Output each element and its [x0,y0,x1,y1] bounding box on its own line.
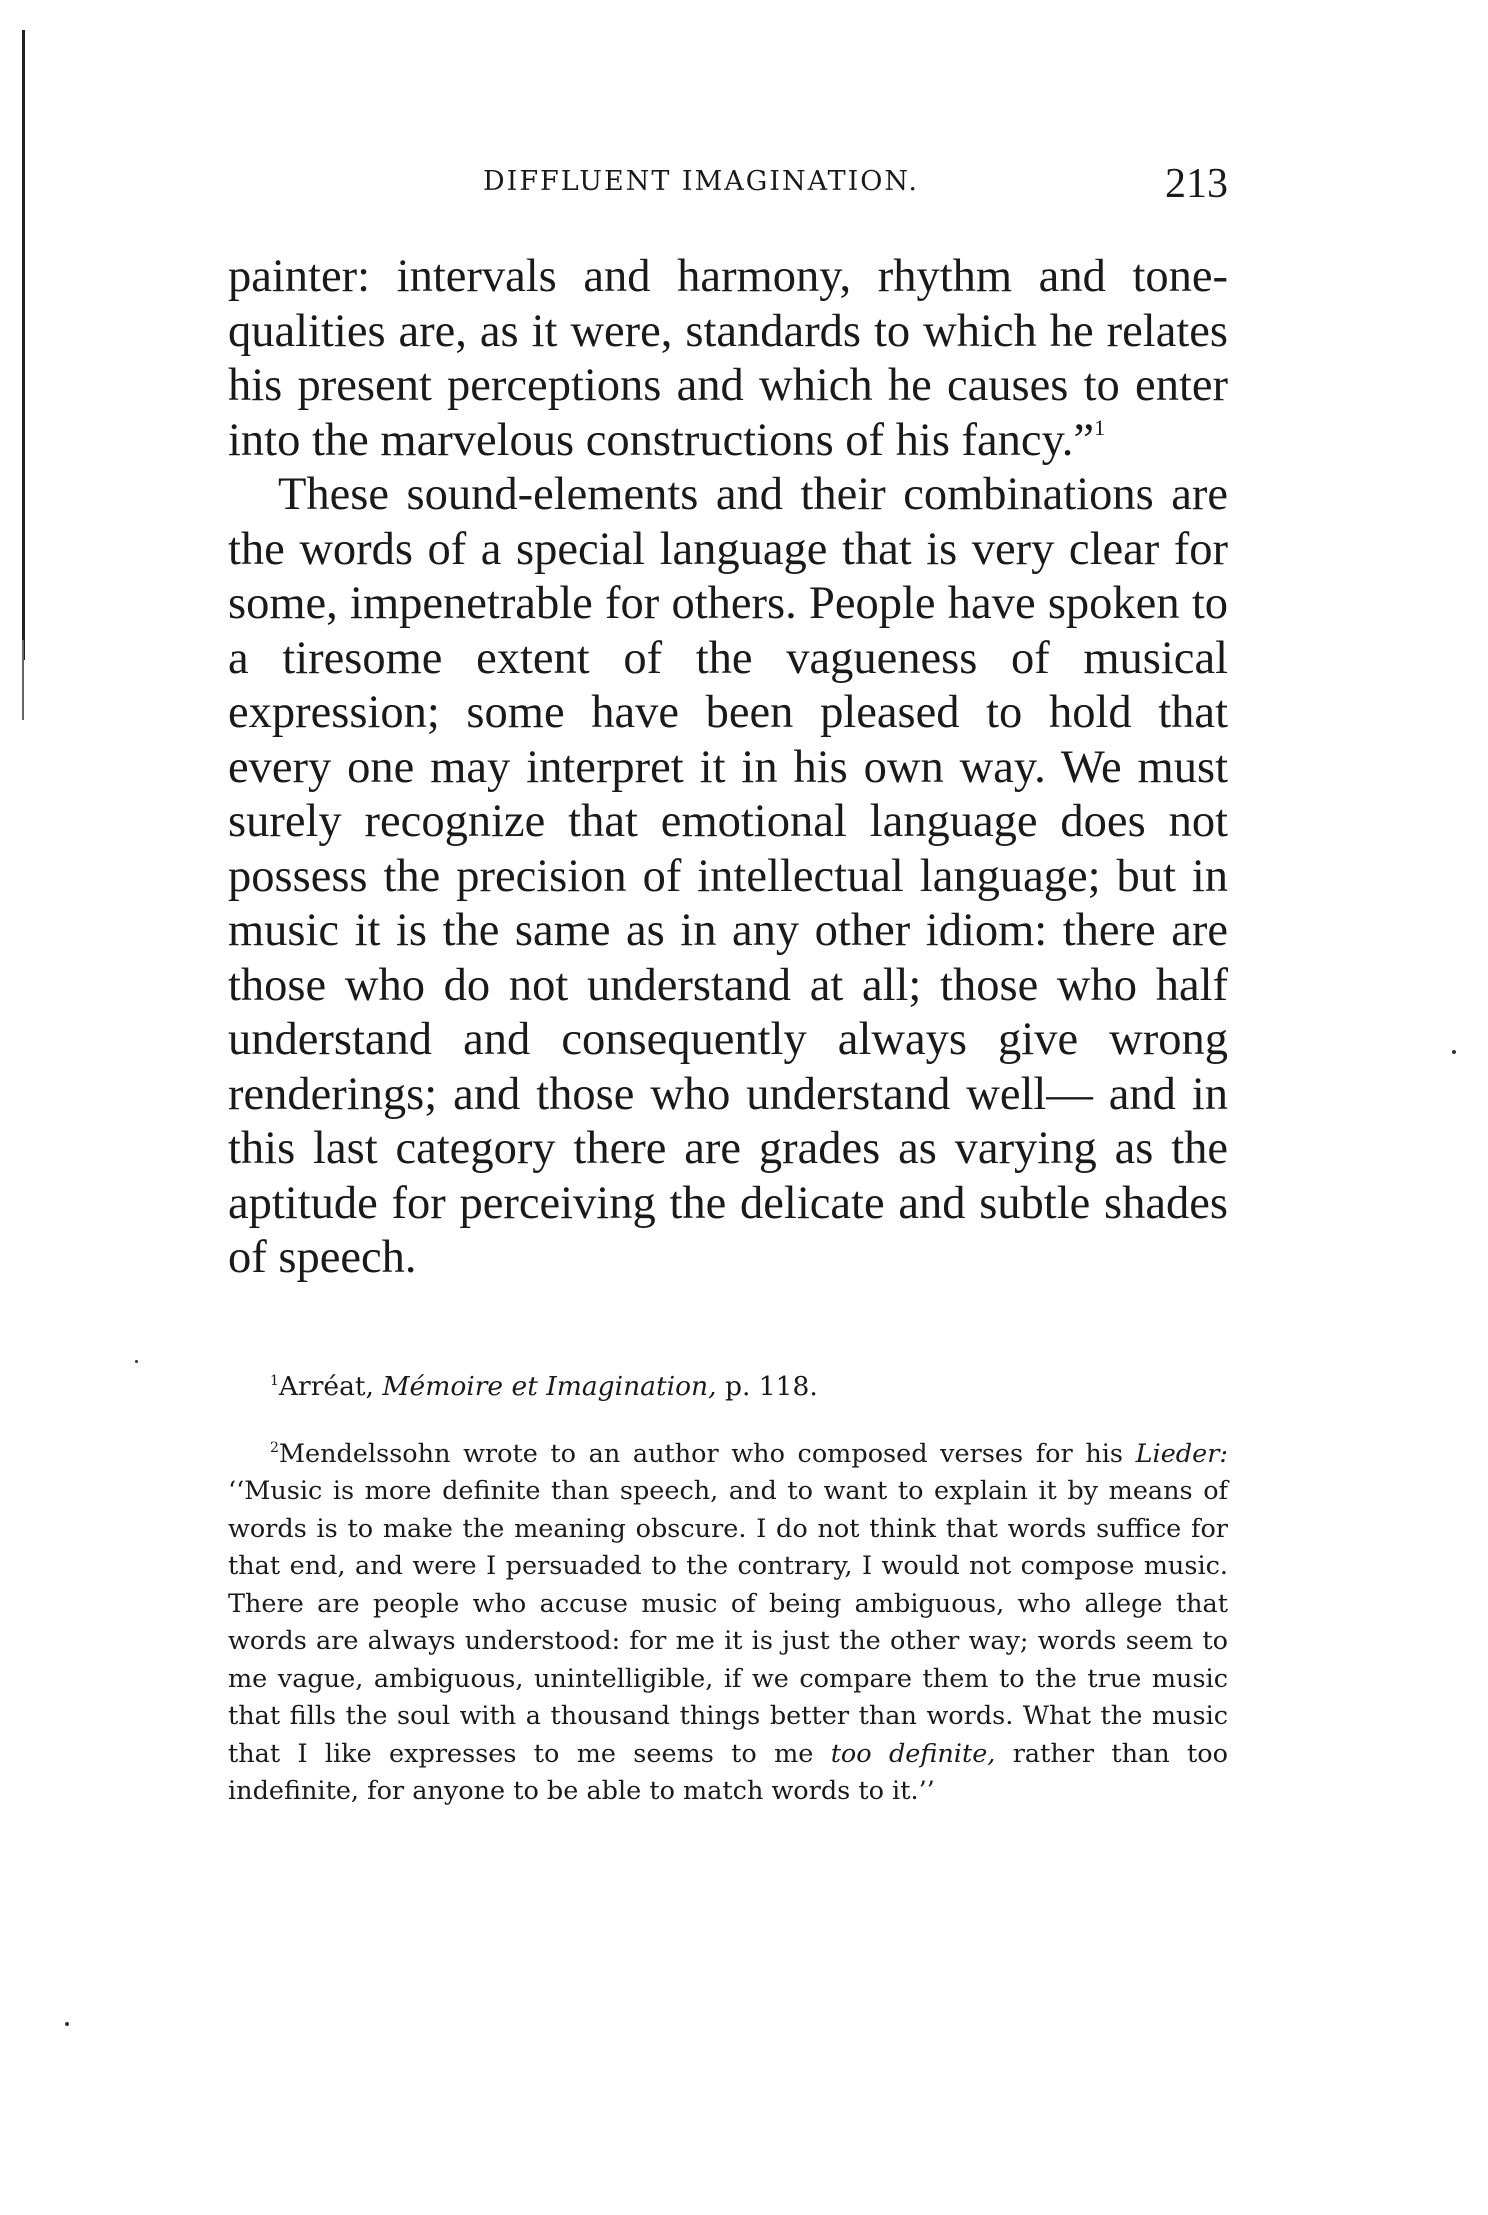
paragraph-1 [228,250,1228,468]
print-speck [135,1360,138,1363]
paragraph-2: These sound-elements and their combinations are the words of a special language that is very clear for some, impenetrable for others. People have spoken to a tiresome extent of the vagueness of musical expression; some have been pleased to hold that every one may interpret it in his own way. We must surely recognize that emotional language does not possess the precision of intellectual language; but in music it is the same as in any other idiom: there are those who do not understand at all; those who half understand and consequently always give wrong renderings; and those who understand well— and in this last category there are grades as varying as the aptitude for perceiving the delicate and subtle shades of speech. [228,469,1228,1283]
footnote-ref-1: 1 [1094,414,1106,440]
footnote-1-page: p. 118. [716,1371,818,1402]
page-header [228,161,1228,216]
page-edge-line [22,30,25,660]
footnote-1-title: Mémoire et Imagination, [382,1371,717,1402]
footnote-1-author: Arréat, [278,1371,383,1402]
footnote-1-mark: 1 [270,1373,279,1389]
print-speck [1452,1050,1456,1054]
page-edge-line-lower [22,640,24,720]
footnote-2-text-b: ‘‘Music is more definite than speech, and to want to explain it by means of words is to make the meaning obscure. I do not think that words suffice for that end, and were I persuaded to the contrary, I would not compose music. There are people who accuse music of being ambiguous, who allege that words are always understood: for me it is just the other way; words seem to me vague, ambiguous, unintelligible, if we compare them to the true music that fills the soul with a thousand things better than words. What the music that I like expresses to me seems to me [228,1476,1228,1769]
footnote-2-mark: 2 [270,1439,279,1456]
footnote-2-emphasis: too definite, [830,1738,996,1769]
running-head: DIFFLUENT IMAGINATION. [483,166,919,197]
paragraph-1-text: painter: intervals and harmony, rhythm and tone-qualities are, as it were, standards to which he relates his present perceptions and which he causes to enter into the marvelous constructions of his fancy.” [228,251,1228,466]
footnote-2 [228,1436,1228,1811]
footnotes [228,1368,1228,1811]
print-speck [65,2022,69,2026]
footnote-2-text-c: rather than too indefinite, for anyone to be able to match words to it.’’ [228,1738,1228,1806]
main-text [228,250,1228,1286]
footnote-2-text-a: Mendelssohn wrote to an author who composed verses for his [278,1438,1136,1469]
footnote-1 [228,1368,1228,1406]
page-number: 213 [1165,161,1228,207]
footnote-2-lieder: Lieder: [1135,1438,1228,1469]
